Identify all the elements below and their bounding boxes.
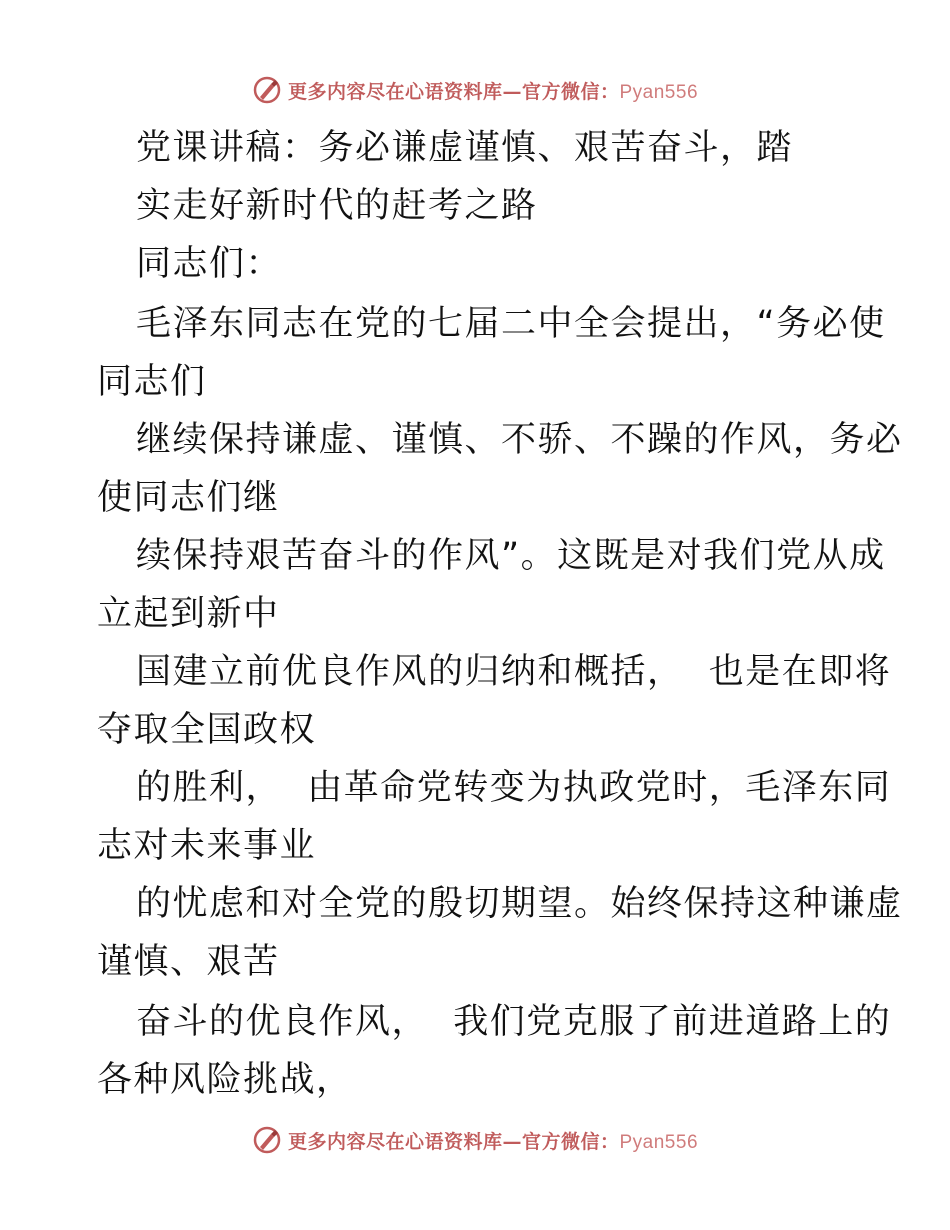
body-line: 使同志们继: [97, 478, 280, 518]
body-line: 续保持艰苦奋斗的作风”。这既是对我们党从成: [136, 536, 886, 576]
body-line: 夺取全国政权: [97, 710, 317, 750]
pen-logo-icon: [252, 75, 282, 105]
body-line: 立起到新中: [97, 594, 280, 634]
watermark-text: 更多内容尽在心语资料库—官方微信：Pyan556: [287, 1130, 699, 1153]
body-line: 谨慎、艰苦: [97, 942, 280, 982]
salutation: 同志们：: [136, 244, 283, 284]
body-line: 同志们: [97, 362, 207, 402]
pen-logo-icon: [252, 1125, 282, 1155]
watermark-text: 更多内容尽在心语资料库—官方微信：Pyan556: [287, 80, 699, 103]
title-line-1: 党课讲稿：务必谦虚谨慎、艰苦奋斗，踏: [136, 128, 794, 168]
body-line: 国建立前优良作风的归纳和概括， 也是在即将: [136, 652, 892, 692]
body-line: 毛泽东同志在党的七届二中全会提出，“务必使: [136, 304, 886, 344]
body-line: 各种风险挑战，: [97, 1060, 353, 1100]
title-line-2: 实走好新时代的赶考之路: [136, 186, 538, 226]
body-line: 奋斗的优良作风， 我们党克服了前进道路上的: [136, 1002, 892, 1042]
footer-watermark: [0, 1122, 950, 1158]
body-line: 志对未来事业: [97, 826, 317, 866]
header-watermark: [0, 72, 950, 108]
body-line: 的忧虑和对全党的殷切期望。始终保持这种谦虚: [136, 884, 903, 924]
body-line: 继续保持谦虚、谨慎、不骄、不躁的作风，务必: [136, 420, 903, 460]
body-line: 的胜利， 由革命党转变为执政党时，毛泽东同: [136, 768, 892, 808]
